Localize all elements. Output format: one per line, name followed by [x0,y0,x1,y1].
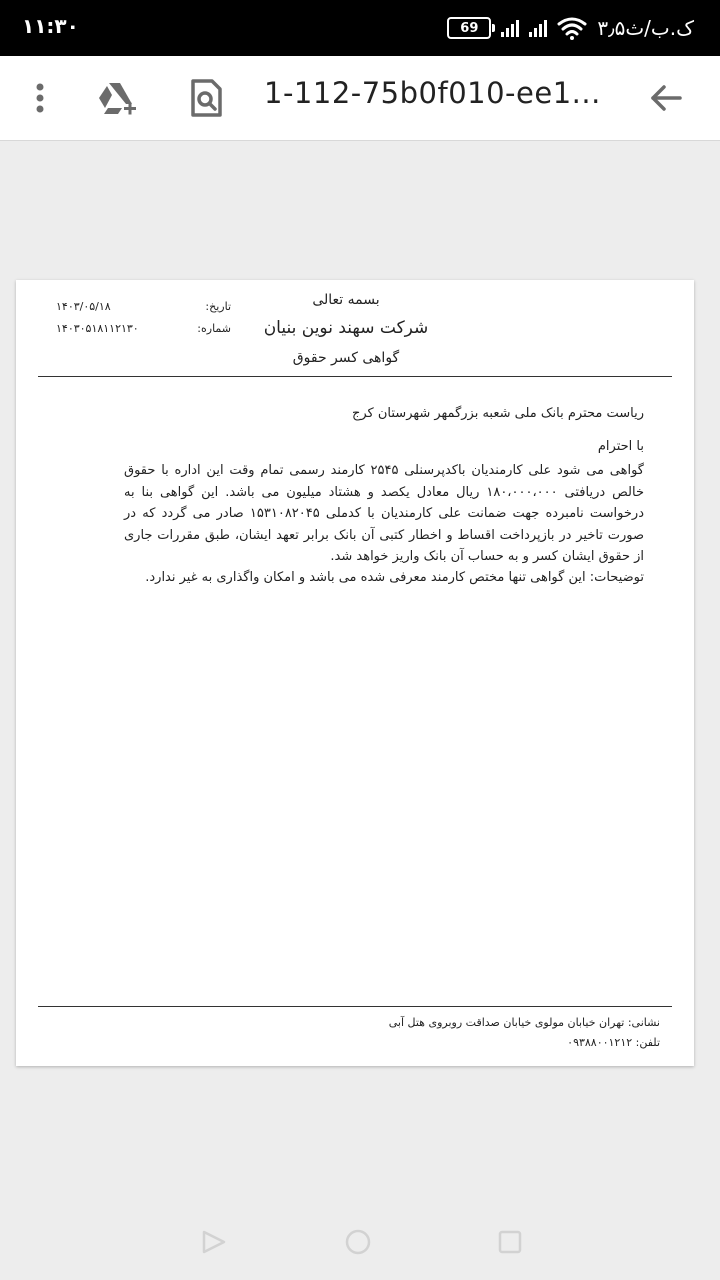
document-title: 1-112-75b0f010-ee1... [264,76,601,110]
signal-icon-sim1 [501,19,519,37]
nav-recents-icon[interactable] [496,1228,524,1256]
number-value: ۱۴۰۳۰۵۱۸۱۱۲۱۳۰ [56,322,139,335]
letter-number [56,322,231,335]
back-arrow-icon[interactable] [646,78,686,118]
letter-address: نشانی: تهران خیابان مولوی خیابان صداقت روبروی هتل آبی [388,1016,660,1029]
letter-company-name: شرکت سهند نوین بنیان [263,318,429,338]
date-label: تاریخ: [205,300,231,313]
find-in-page-icon[interactable] [186,78,226,118]
letter-basmala: بسمه تعالی [312,292,380,308]
header-divider [38,376,672,377]
nav-back-icon[interactable] [200,1228,228,1256]
letter-certificate-title: گواهی کسر حقوق [292,350,400,366]
date-value: ۱۴۰۳/۰۵/۱۸ [56,300,111,313]
letter-notes: توضیحات: این گواهی تنها مختص کارمند معرفی شده می باشد و امکان واگذاری به غیر ندارد. [145,570,644,585]
battery-icon [447,17,491,39]
navigation-bar [0,1200,720,1280]
letter-greeting: با احترام [597,439,644,454]
add-to-drive-icon[interactable] [96,78,136,118]
status-time: ۱۱:۳۰ [22,14,79,38]
number-label: شماره: [197,322,231,335]
app-bar [0,56,720,141]
letter-body: گواهی می شود علی کارمندیان باکدپرسنلی ۲۵۴۵ کارمند رسمی تمام وقت این اداره با حقوق خالص دریافتی ۱۸۰،۰۰۰،۰۰۰ ریال معادل یکصد و هشتاد میلیون می باشد. این گواهی بنا به درخواست نامبرده جهت ضمانت علی کارمندیان با کدملی ۱۵۳۱۰۸۲۰۴۵ صادر می گردد که در صورت تاخیر در بازپرداخت اقساط و اخطار کتبی آن بانک برابر تعهد ایشان، طبق مقررات جاری از حقوق ایشان کسر و به حساب آن بانک واریز خواهد شد. [124,463,644,564]
more-vertical-icon[interactable] [20,78,60,118]
nav-home-icon[interactable] [344,1228,372,1256]
status-indicators [447,12,694,44]
signal-icon-sim2 [529,19,547,37]
wifi-icon [557,16,587,40]
status-bar [0,0,720,56]
document-page[interactable] [16,280,694,1066]
letter-recipient: ریاست محترم بانک ملی شعبه بزرگمهر شهرستان کرج [351,406,644,421]
footer-divider [38,1006,672,1007]
letter-date [56,300,231,313]
network-speed: ۳٫۵ک.ب/ث [597,16,694,40]
letter-phone: تلفن: ۰۹۳۸۸۰۰۱۲۱۲ [567,1036,660,1049]
battery-level: 69 [460,20,479,36]
